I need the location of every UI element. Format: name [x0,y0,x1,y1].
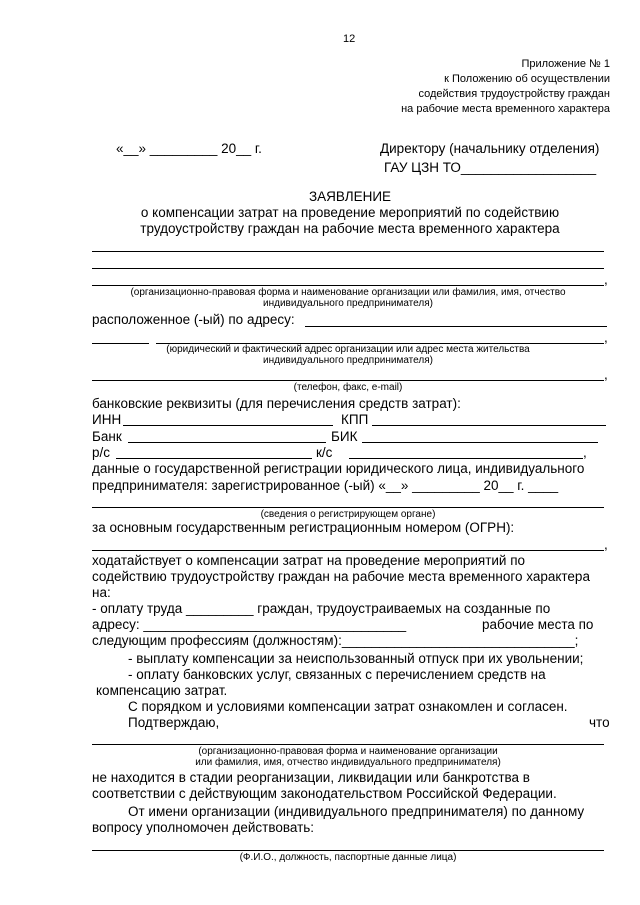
addressee-line-2[interactable]: ГАУ ЦЗН ТО__________________ [384,160,597,175]
document-subtitle-1: о компенсации затрат на проведение мероприятий по содействию [140,205,560,220]
authorized-line-2: вопросу уполномочен действовать: [92,820,315,835]
inn-field[interactable] [123,425,333,426]
bank-field[interactable] [128,442,326,443]
label-kpp: КПП [341,412,369,427]
comma: , [583,445,587,460]
document-subtitle-2: трудоустройству граждан на рабочие места временного характера [140,221,560,236]
comma: , [604,367,608,382]
label-ks: к/с [316,445,333,460]
comma: , [604,330,608,345]
comma: , [604,537,608,552]
not-in-liquidation-line-1: не находится в стадии реорганизации, ликвидации или банкротства в [92,770,530,785]
bullet-2: - выплату компенсации за неиспользованный отпуск при их увольнении; [128,651,584,666]
label-rs: р/с [92,445,111,460]
authorized-person-field[interactable] [92,850,604,851]
kpp-field[interactable] [372,425,606,426]
hint-org-2: индивидуального предпринимателя) [263,298,433,309]
appendix-line-4: на рабочие места временного характера [401,103,610,115]
org-name-line-1[interactable] [92,251,604,252]
authorized-line-1: От имени организации (индивидуального предпринимателя) по данному [128,804,585,819]
label-bank: Банк [92,429,122,444]
bullet-1-line-2b: рабочие места по [482,617,594,632]
bullet-3-line-2: компенсацию затрат. [96,683,228,698]
document-title: ЗАЯВЛЕНИЕ [308,189,392,204]
label-bank-details: банковские реквизиты (для перечисления средств затрат): [92,396,461,411]
bullet-1-line-1[interactable]: - оплату труда _________ граждан, трудоустраиваемых на созданные по [92,601,551,616]
reg-line-2[interactable]: предпринимателя: зарегистрированное (-ый) «__» _________ 20__ г. ____ [92,478,559,493]
phone-field[interactable] [92,380,604,381]
body-p1-line-2: содействию трудоустройству граждан на рабочие места временного характера [92,569,590,584]
that-text: что [589,715,610,730]
bullet-1-line-3[interactable]: следующим профессиям (должностям):_______________________________; [92,633,579,648]
label-inn: ИНН [92,412,122,427]
ks-field[interactable] [349,458,583,459]
bik-field[interactable] [362,442,598,443]
appendix-line-1: Приложение № 1 [521,58,610,70]
date-line[interactable]: «__» _________ 20__ г. [116,141,262,156]
appendix-line-3: содействия трудоустройству граждан [418,88,610,100]
hint-addr-1: (юридический и фактический адрес организации или адрес места жительства [166,344,530,355]
reg-authority-field[interactable] [92,507,604,508]
confirm-text: Подтверждаю, [128,715,220,730]
ogrn-field[interactable] [92,550,604,551]
label-ogrn: за основным государственным регистрационным номером (ОГРН): [92,520,515,535]
address-field-1[interactable] [305,326,607,327]
comma: , [604,272,608,287]
body-p1-line-1: ходатайствует о компенсации затрат на проведение мероприятий по [92,553,526,568]
reg-line-1: данные о государственной регистрации юридического лица, индивидуального [92,461,585,476]
addressee-line-1: Директору (начальнику отделения) [380,141,600,156]
agree-text: С порядком и условиями компенсации затрат ознакомлен и согласен. [128,699,568,714]
body-p1-line-3: на: [92,585,111,600]
address-field-2a[interactable] [92,343,149,344]
org-name-line-3[interactable] [92,285,604,286]
hint-fio: (Ф.И.О., должность, паспортные данные лица) [239,852,457,863]
hint-reg: (сведения о регистрирующем органе) [260,509,436,520]
org-name-line-2[interactable] [92,268,604,269]
hint-phone: (телефон, факс, e-mail) [293,382,403,393]
not-in-liquidation-line-2: соответствии с действующим законодательством Российской Федерации. [92,786,557,801]
page-number: 12 [343,33,356,45]
bullet-3-line-1: - оплату банковских услуг, связанных с перечислением средств на [128,667,546,682]
rs-field[interactable] [116,458,312,459]
bullet-1-line-2a[interactable]: адресу: ___________________________________ [92,617,407,632]
label-bik: БИК [331,429,358,444]
hint-org-1: (организационно-правовая форма и наименование организации или фамилия, имя, отчество [130,287,566,298]
label-located: расположенное (-ый) по адресу: [92,312,295,327]
hint-org-b-1: (организационно-правовая форма и наименование организации [198,746,498,757]
org-name-field-2[interactable] [92,744,604,745]
hint-org-b-2: или фамилия, имя, отчество индивидуального предпринимателя) [195,757,501,768]
hint-addr-2: индивидуального предпринимателя) [263,355,433,366]
appendix-line-2: к Положению об осуществлении [444,73,610,85]
